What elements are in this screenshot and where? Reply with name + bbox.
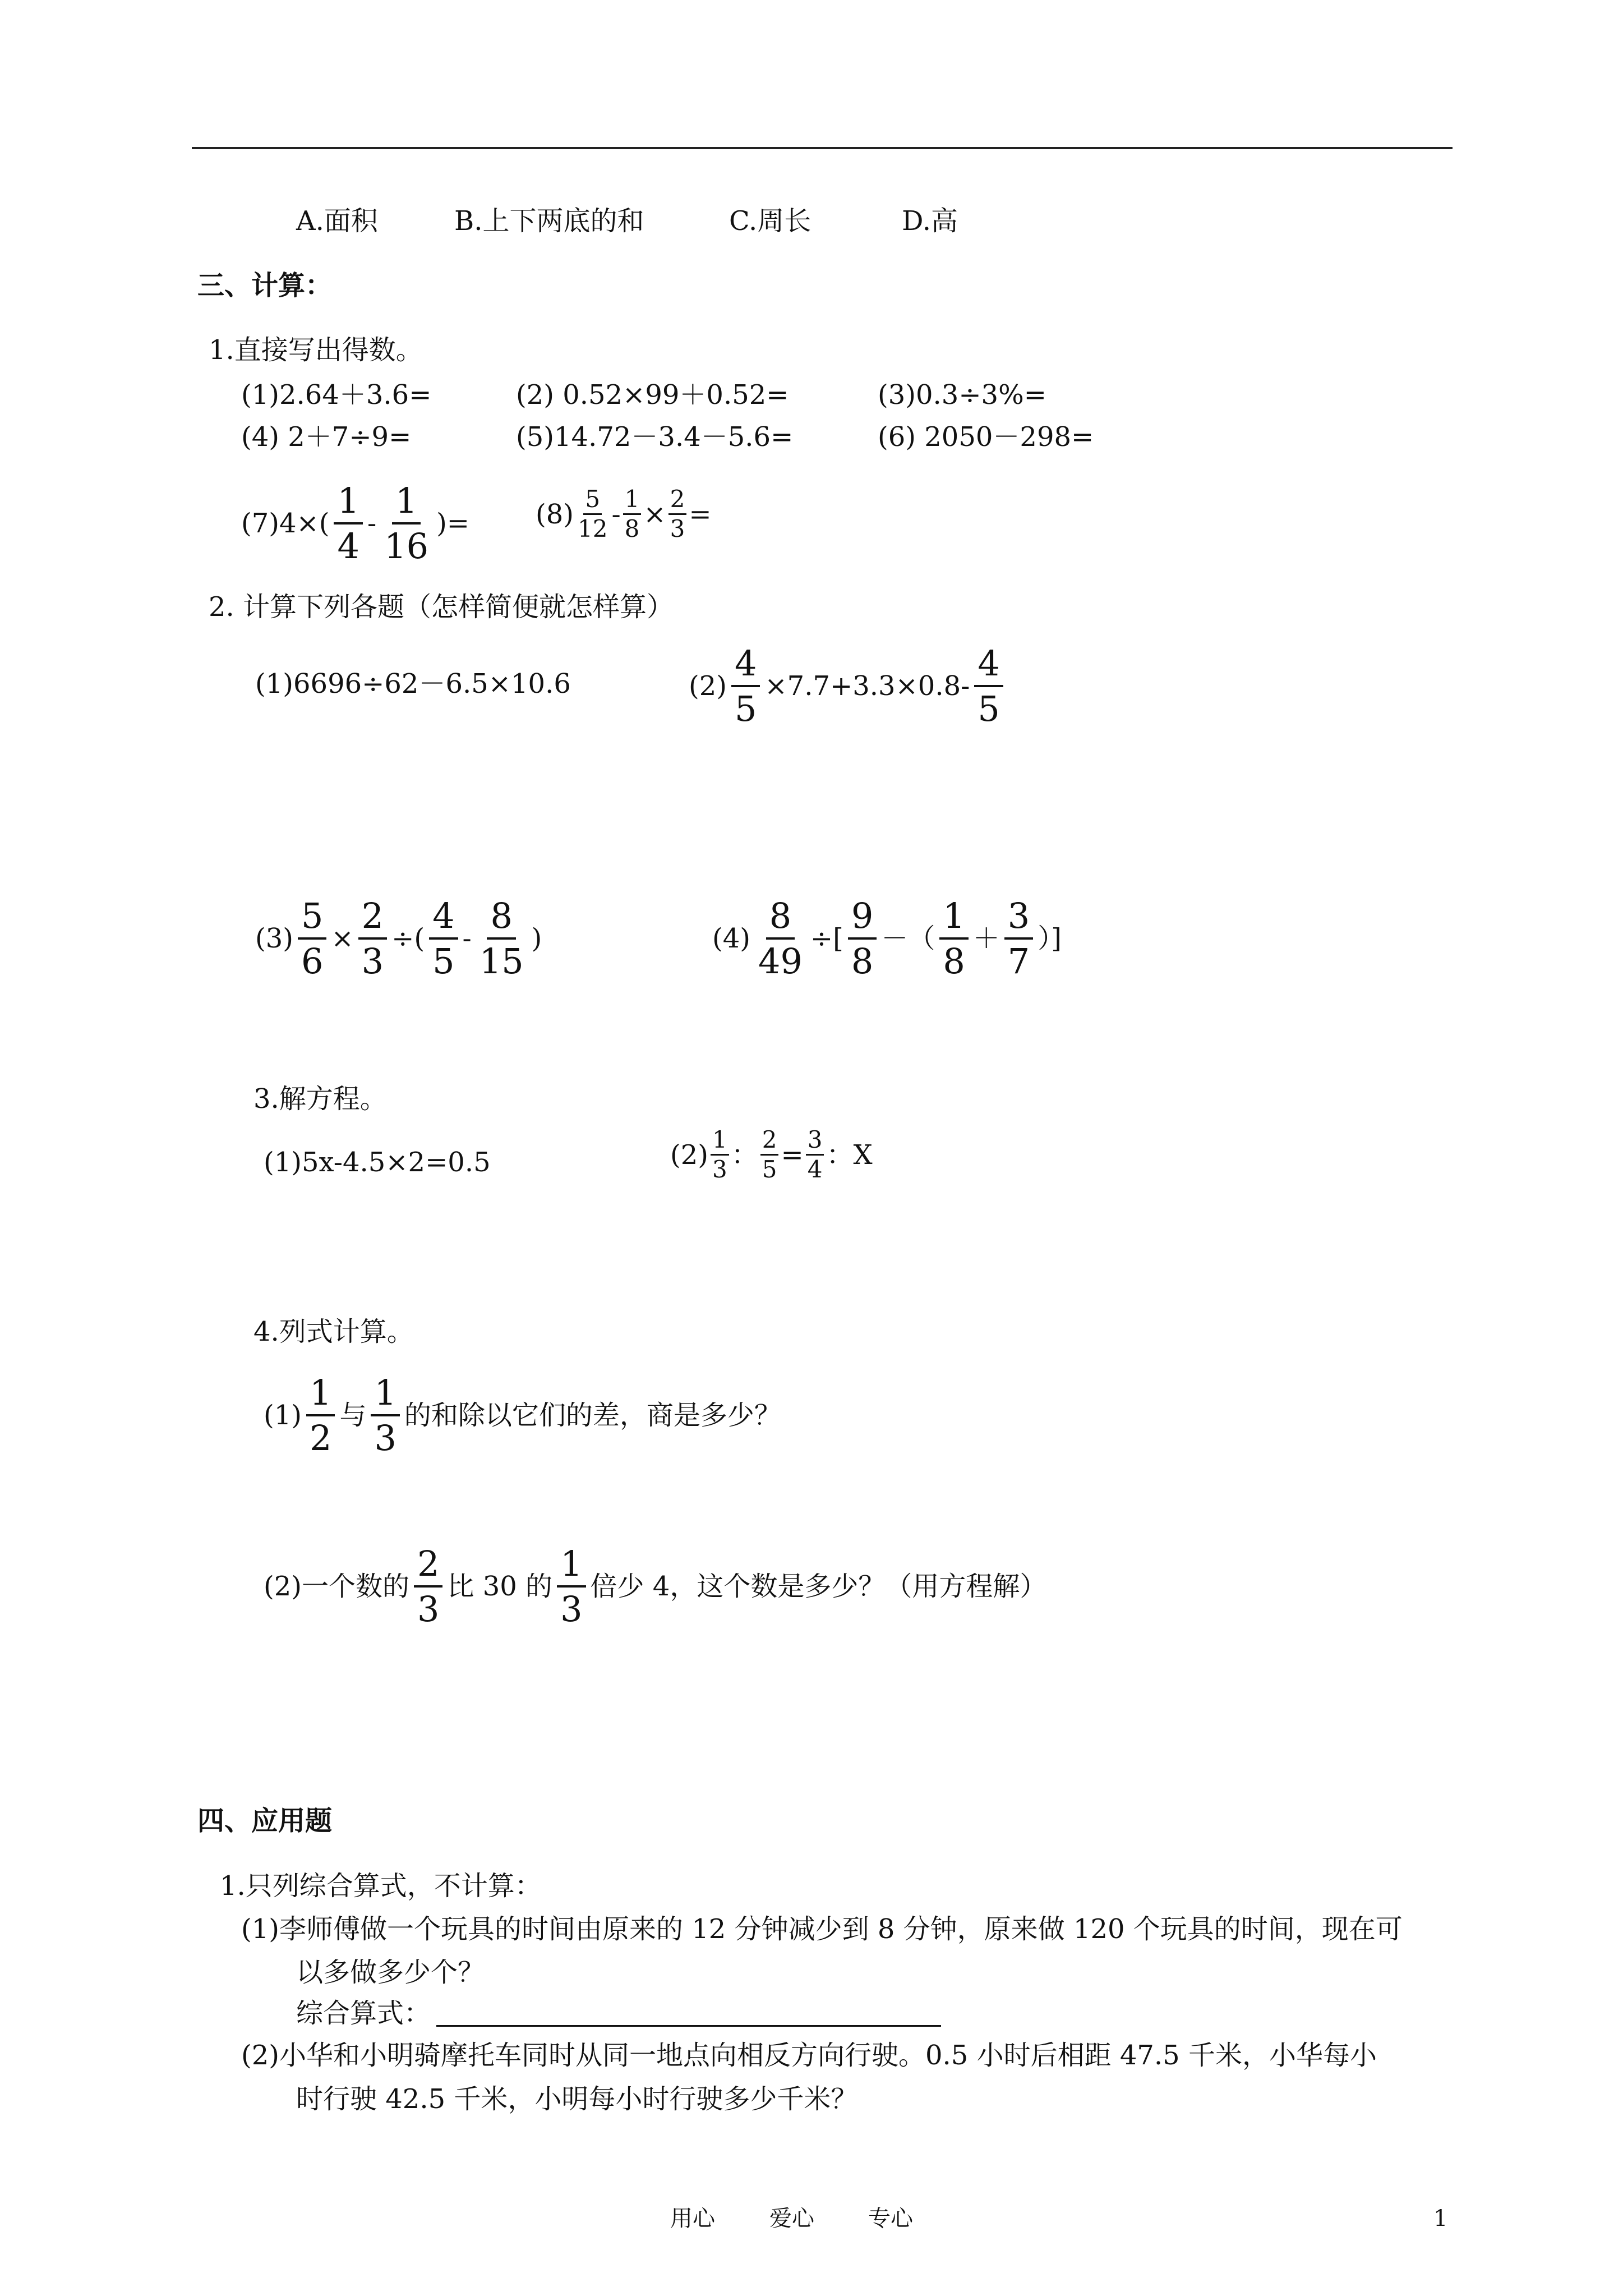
page-number: 1 [1433,2206,1448,2231]
q2-item4-frac2 [848,895,877,982]
q2-item3-op2: ÷( [391,923,425,955]
q1-item8-pre: (8) [536,498,574,530]
choice-b: B.上下两底的和 [454,205,644,237]
q2-item2-frac2 [974,643,1003,730]
numerator: 1 [371,1374,399,1416]
choice-d: D.高 [902,205,958,237]
denominator: 5 [762,1156,777,1184]
numerator: 1 [623,487,642,515]
denominator: 8 [851,941,874,982]
section4-title: 四、应用题 [197,1805,333,1837]
denominator: 3 [670,515,685,543]
denominator: 3 [560,1589,583,1630]
q2-item2-frac1 [731,643,760,730]
numerator: 5 [583,487,602,515]
q3-item2-sep2: = [781,1139,804,1171]
footer-word-3: 专心 [868,2206,913,2231]
numerator: 8 [487,898,515,940]
q2-item3-frac3 [429,895,458,982]
q4-item1-frac1 [306,1372,335,1459]
q2-item4-frac1 [755,895,806,982]
q2-item4-op3: ＋ [972,923,1000,955]
section4-p2-line2: 时行驶 42.5 千米，小明每小时行驶多少千米？ [296,2083,858,2115]
q1-item-3: (3)0.3÷3%= [878,379,1046,411]
numerator: 5 [298,898,326,940]
q1-item7-op: - [367,508,377,540]
numerator: 4 [429,898,458,940]
q1-item8-frac2 [623,487,642,541]
q3-item2-pre: (2) [670,1139,708,1171]
q1-item8-frac1 [576,487,609,541]
q2-item3-frac4 [476,895,527,982]
q2-item4-frac4 [1004,895,1033,982]
q4-item1-post: 的和除以它们的差，商是多少？ [404,1400,781,1432]
q1-item-7 [241,480,470,567]
section4-p1-line1: (1)李师傅做一个玩具的时间由原来的 12 分钟减少到 8 分钟，原来做 120 个玩具的时间，现在可 [241,1913,1403,1945]
numerator: 1 [306,1374,335,1416]
q1-item7-frac2 [381,480,432,567]
q2-item4-frac3 [939,895,968,982]
numerator: 2 [358,898,387,940]
formula-label: 综合算式： [296,1998,431,2029]
q4-item-2 [264,1543,1047,1630]
denominator: 2 [310,1418,332,1459]
q4-item1-frac2 [371,1372,399,1459]
q2-item3-op3: - [462,923,472,955]
q4-title: 4.列式计算。 [253,1316,414,1347]
denominator: 12 [578,515,608,543]
q3-item2-frac3 [806,1128,824,1182]
numerator: 2 [668,487,687,515]
q1-item-4: (4) 2＋7÷9= [241,421,412,453]
numerator: 2 [414,1545,442,1588]
q4-item2-frac1 [414,1543,442,1630]
section4-p1-line2: 以多做多少个？ [296,1957,485,1988]
denominator: 3 [374,1418,396,1459]
q3-item-2 [670,1128,873,1182]
q1-title: 1.直接写出得数。 [209,334,423,366]
section4-p1-formula [296,2000,941,2027]
q1-item8-post: = [689,498,712,530]
q2-item4-pre: (4) [712,923,750,955]
q2-item-4 [712,895,1062,982]
q2-item4-op2: －（ [881,923,935,955]
q4-item2-pre: (2)一个数的 [264,1571,409,1603]
denominator: 49 [758,941,803,982]
denominator: 5 [432,941,455,982]
q4-item-1 [264,1372,781,1459]
q3-item2-frac1 [711,1128,729,1182]
numerator: 1 [711,1128,729,1156]
formula-answer-blank[interactable] [436,2000,941,2027]
denominator: 15 [479,941,524,982]
q2-item4-post: ）] [1038,923,1062,955]
denominator: 8 [624,515,640,543]
q1-item8-op1: - [611,498,621,530]
choice-a: A.面积 [296,205,378,237]
q4-item2-frac2 [557,1543,585,1630]
denominator: 6 [301,941,324,982]
q1-item7-frac1 [334,480,362,567]
q3-item2-post: ：X [826,1139,873,1171]
denominator: 7 [1007,941,1030,982]
numerator: 2 [760,1128,779,1156]
q2-item3-pre: (3) [255,923,293,955]
section3-title: 三、计算： [197,270,333,301]
numerator: 4 [974,645,1003,687]
numerator: 1 [939,898,968,940]
numerator: 3 [806,1128,824,1156]
numerator: 1 [392,482,421,524]
footer-word-2: 爱心 [769,2206,814,2231]
denominator: 16 [384,526,429,567]
q3-item2-sep1: ： [731,1139,758,1171]
q3-title: 3.解方程。 [253,1083,387,1115]
q3-item-1: (1)5x-4.5×2=0.5 [264,1147,491,1178]
q2-item3-post: ) [531,923,542,955]
q4-item2-post: 倍少 4，这个数是多少？（用方程解） [590,1571,1047,1603]
q4-item2-mid: 比 30 的 [447,1571,553,1603]
q2-item3-op1: × [331,923,354,955]
footer-word-1: 用心 [670,2206,715,2231]
numerator: 1 [334,482,362,524]
q1-item-5: (5)14.72－3.4－5.6= [516,421,794,453]
numerator: 8 [766,898,795,940]
numerator: 9 [848,898,877,940]
q2-item-3 [255,895,542,982]
q1-item-6: (6) 2050－298= [878,421,1094,453]
q2-item3-frac1 [298,895,326,982]
denominator: 3 [417,1589,440,1630]
q1-item-8 [536,487,712,541]
q2-item2-mid: ×7.7+3.3×0.8- [764,670,970,702]
numerator: 4 [731,645,760,687]
section4-p2-line1: (2)小华和小明骑摩托车同时从同一地点向相反方向行驶。0.5 小时后相距 47.5 千米，小华每小 [241,2040,1377,2071]
q3-item2-frac2 [760,1128,779,1182]
choice-c: C.周长 [729,205,811,237]
q2-item2-pre: (2) [689,670,727,702]
q2-item4-op1: ÷[ [810,923,843,955]
denominator: 8 [943,941,965,982]
denominator: 5 [978,688,1000,730]
q2-title: 2. 计算下列各题（怎样简便就怎样算） [209,591,674,623]
q1-item7-pre: (7)4×( [241,508,330,540]
q2-item3-frac2 [358,895,387,982]
q1-item-2: (2) 0.52×99＋0.52= [516,379,789,411]
denominator: 5 [735,688,757,730]
q1-item8-frac3 [668,487,687,541]
denominator: 4 [807,1156,823,1184]
q4-item1-pre: (1) [264,1400,302,1432]
numerator: 3 [1004,898,1033,940]
denominator: 3 [712,1156,727,1184]
q4-item1-mid: 与 [339,1400,367,1432]
denominator: 4 [337,526,359,567]
denominator: 3 [361,941,384,982]
numerator: 1 [557,1545,585,1588]
header-rule [192,147,1453,149]
q2-item-2 [689,643,1008,730]
q1-item8-op2: × [643,498,666,530]
section4-q1-title: 1.只列综合算式，不计算： [220,1870,542,1902]
q1-item-1: (1)2.64＋3.6= [241,379,432,411]
q1-item7-post: )= [436,508,470,540]
q2-item-1: (1)6696÷62－6.5×10.6 [255,668,571,700]
